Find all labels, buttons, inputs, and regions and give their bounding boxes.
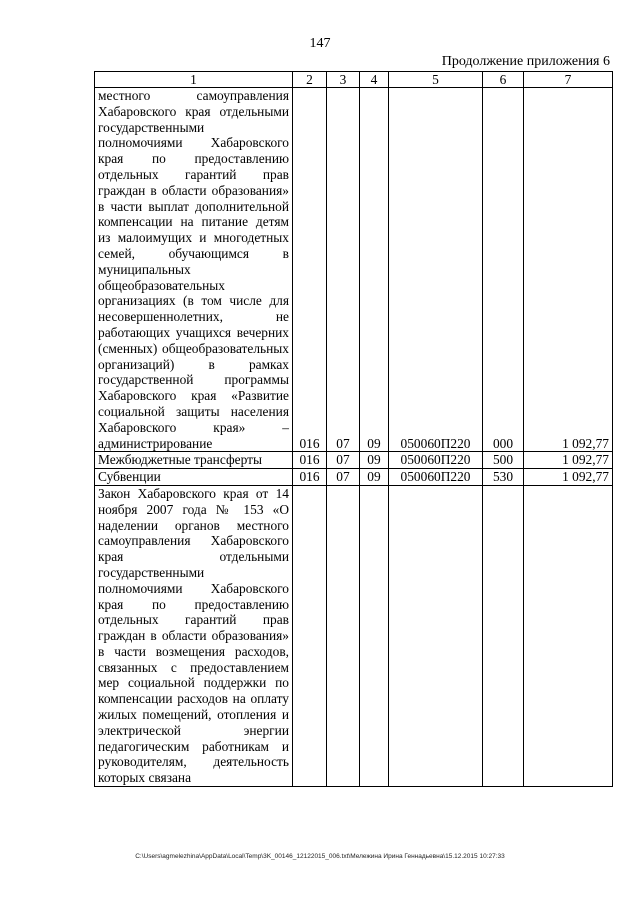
header-cell-4: 4 <box>360 72 389 88</box>
row-description: Закон Хабаровского края от 14 ноября 2007 года № 153 «О наделении органов местного самоуправления Хабаровского края отдельными государственными полномочиями Хабаровского края по предоставлению отдельных гарантий прав граждан в области образования» в части возмещения расходов, связанных с предоставлением мер социальной поддержки по компенсации расходов на оплату жилых помещений, отопления и электрической энергии педагогическим работникам и руководителям, деятельность которых связана <box>95 485 293 786</box>
row-code-expense-type: 530 <box>483 469 524 486</box>
table-row <box>95 469 613 486</box>
table-row <box>95 452 613 469</box>
row-code-section: 07 <box>327 452 360 469</box>
header-cell-6: 6 <box>483 72 524 88</box>
table-row <box>95 88 613 452</box>
row-code-section <box>327 485 360 786</box>
row-code-subsection: 09 <box>360 469 389 486</box>
row-amount: 1 092,77 <box>524 88 613 452</box>
row-code-section: 07 <box>327 88 360 452</box>
row-amount: 1 092,77 <box>524 452 613 469</box>
table-row <box>95 485 613 786</box>
continuation-label: Продолжение приложения 6 <box>441 54 610 69</box>
row-code-subsection <box>360 485 389 786</box>
row-code-section: 07 <box>327 469 360 486</box>
row-code-expense-type <box>483 485 524 786</box>
header-cell-2: 2 <box>293 72 327 88</box>
row-description: Межбюджетные трансферты <box>95 452 293 469</box>
row-code-ministry: 016 <box>293 469 327 486</box>
row-code-ministry: 016 <box>293 88 327 452</box>
header-cell-1: 1 <box>95 72 293 88</box>
budget-table <box>94 71 613 787</box>
row-code-subsection: 09 <box>360 452 389 469</box>
row-amount <box>524 485 613 786</box>
row-code-subsection: 09 <box>360 88 389 452</box>
row-code-target <box>389 485 483 786</box>
row-code-target: 050060П220 <box>389 452 483 469</box>
row-code-expense-type: 500 <box>483 452 524 469</box>
row-code-target: 050060П220 <box>389 469 483 486</box>
row-code-ministry <box>293 485 327 786</box>
header-cell-5: 5 <box>389 72 483 88</box>
row-amount: 1 092,77 <box>524 469 613 486</box>
row-code-ministry: 016 <box>293 452 327 469</box>
header-row <box>95 72 613 88</box>
row-code-expense-type: 000 <box>483 88 524 452</box>
header-cell-3: 3 <box>327 72 360 88</box>
header-cell-7: 7 <box>524 72 613 88</box>
page-number: 147 <box>309 36 331 51</box>
row-description: Субвенции <box>95 469 293 486</box>
file-path-footer: C:\Users\agmelezhina\AppData\Local\Temp\3K_00146_12122015_006.txt\Мележина Ирина Геннадьевна\15.12.2015 10:27:33 <box>135 853 505 860</box>
row-code-target: 050060П220 <box>389 88 483 452</box>
row-description: местного самоуправления Хабаровского края отдельными государственными полномочиями Хабаровского края по предоставлению отдельных гарантий прав граждан в области образования» в части выплат дополнительной компенсации на питание детям из малоимущих и многодетных семей, обучающимся в муниципальных общеобразовательных организациях (в том числе для несовершеннолетних, не работающих учащихся вечерних (сменных) общеобразовательных организаций) в рамках государственной программы Хабаровского края «Развитие социальной защиты населения Хабаровского края» – администрирование <box>95 88 293 452</box>
